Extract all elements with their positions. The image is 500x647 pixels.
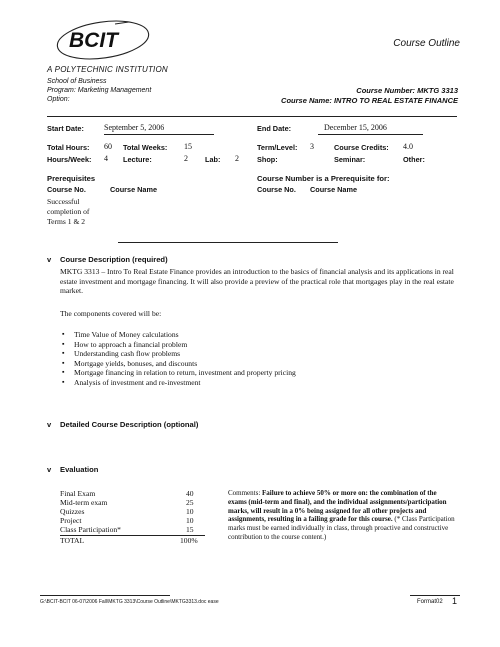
svg-text:BCIT: BCIT — [69, 29, 118, 52]
school-name: School of Business — [47, 78, 107, 85]
components-intro: The components covered will be: — [60, 309, 162, 318]
program-name: Program: Marketing Management — [47, 87, 152, 94]
hours-week-value: 4 — [104, 154, 108, 163]
lab-label: Lab: — [205, 155, 221, 164]
footer-form-id: Format02 — [417, 599, 443, 605]
list-item: ▪ Time Value of Money calculations — [74, 330, 296, 340]
eval-item: Mid-term exam — [60, 498, 108, 507]
prereq-for-col-course-name: Course Name — [310, 185, 358, 194]
course-credits-label: Course Credits: — [334, 143, 389, 152]
course-credits-value: 4.0 — [403, 142, 413, 151]
start-date-label: Start Date: — [47, 124, 84, 133]
term-level-label: Term/Level: — [257, 143, 298, 152]
eval-pct: 10 — [186, 507, 194, 516]
evaluation-heading: Evaluation — [60, 465, 99, 474]
eval-item: Project — [60, 516, 82, 525]
footer-file-path: G:\BCIT-BCIT 06-07\2006 Fall\MKTG 3313\Course Outline\MKTG3313.doc ease — [40, 599, 219, 605]
list-item: ▪ Analysis of investment and re-investment — [74, 378, 296, 388]
option-label: Option: — [47, 96, 70, 103]
end-date-underline — [318, 134, 423, 135]
eval-pct: 10 — [186, 516, 194, 525]
detailed-heading: Detailed Course Description (optional) — [60, 420, 199, 429]
evaluation-marker: v — [47, 465, 52, 474]
document-type: Course Outline — [393, 38, 460, 49]
prereq-for-col-course-no: Course No. — [257, 185, 296, 194]
components-list — [60, 330, 296, 388]
course-name: Course Name: INTRO TO REAL ESTATE FINANCE — [281, 96, 458, 105]
comments-policy: Failure to achieve 50% or more on: the combination of the exams (mid-term and final), and the individual assignments/participation marks, will result in a 0% being assigned for all other projects and assignments, resulting in a failing grade for this course. — [228, 489, 447, 524]
total-hours-label: Total Hours: — [47, 143, 90, 152]
total-hours-value: 60 — [104, 142, 112, 151]
institution-tagline: A POLYTECHNIC INSTITUTION — [47, 65, 168, 74]
prereq-divider — [118, 242, 338, 243]
eval-pct: 15 — [186, 525, 194, 534]
hours-week-label: Hours/Week: — [47, 155, 92, 164]
prereq-entry-line-2: completion of — [47, 207, 90, 216]
bcit-logo — [55, 18, 155, 64]
eval-item: Final Exam — [60, 489, 96, 498]
end-date-value: December 15, 2006 — [324, 123, 387, 132]
lecture-value: 2 — [184, 154, 188, 163]
list-item: ▪ Understanding cash flow problems — [74, 349, 296, 359]
eval-pct: 40 — [186, 489, 194, 498]
footer-rule-left — [40, 595, 170, 596]
prereq-entry-line-1: Successful — [47, 197, 80, 206]
description-heading: Course Description (required) — [60, 255, 168, 264]
prereq-for-title: Course Number is a Prerequisite for: — [257, 174, 390, 183]
prereq-col-course-no: Course No. — [47, 185, 86, 194]
seminar-label: Seminar: — [334, 155, 366, 164]
list-item: ▪ How to approach a financial problem — [74, 340, 296, 350]
end-date-label: End Date: — [257, 124, 292, 133]
eval-item: Quizzes — [60, 507, 85, 516]
page-number: 1 — [452, 596, 458, 606]
list-item: ▪ Mortgage yields, bonuses, and discounts — [74, 359, 296, 369]
term-level-value: 3 — [310, 142, 314, 151]
list-item: ▪ Mortgage financing in relation to return, investment and property pricing — [74, 368, 296, 378]
detailed-marker: v — [47, 420, 52, 429]
header-divider — [47, 116, 457, 117]
description-marker: v — [47, 255, 52, 264]
shop-label: Shop: — [257, 155, 278, 164]
comments-label: Comments: — [228, 489, 261, 497]
eval-item: Class Participation* — [60, 525, 121, 534]
prereq-col-course-name: Course Name — [110, 185, 158, 194]
total-weeks-label: Total Weeks: — [123, 143, 168, 152]
start-date-underline — [104, 134, 214, 135]
prereq-entry-line-3: Terms 1 & 2 — [47, 217, 86, 226]
total-weeks-value: 15 — [184, 142, 192, 151]
eval-pct-total: 100% — [180, 536, 198, 545]
prerequisites-title: Prerequisites — [47, 174, 96, 183]
description-paragraph: MKTG 3313 – Intro To Real Estate Finance provides an introduction to the basics of financial analysis and its applications in real estate investment and mortgage financing. It will also provide a preview of the practical role that mortgages play in the real estate market. — [60, 267, 454, 296]
other-label: Other: — [403, 155, 425, 164]
comments-note: (* Class Participation marks must be earned individually in class, through proactive and constructive contribution to the course content.) — [228, 515, 455, 541]
lab-value: 2 — [235, 154, 239, 163]
course-number: Course Number: MKTG 3313 — [356, 86, 458, 95]
evaluation-comments — [228, 489, 456, 542]
start-date-value: September 5, 2006 — [104, 123, 165, 132]
eval-pct: 25 — [186, 498, 194, 507]
lecture-label: Lecture: — [123, 155, 152, 164]
eval-item-total: TOTAL — [60, 536, 85, 545]
